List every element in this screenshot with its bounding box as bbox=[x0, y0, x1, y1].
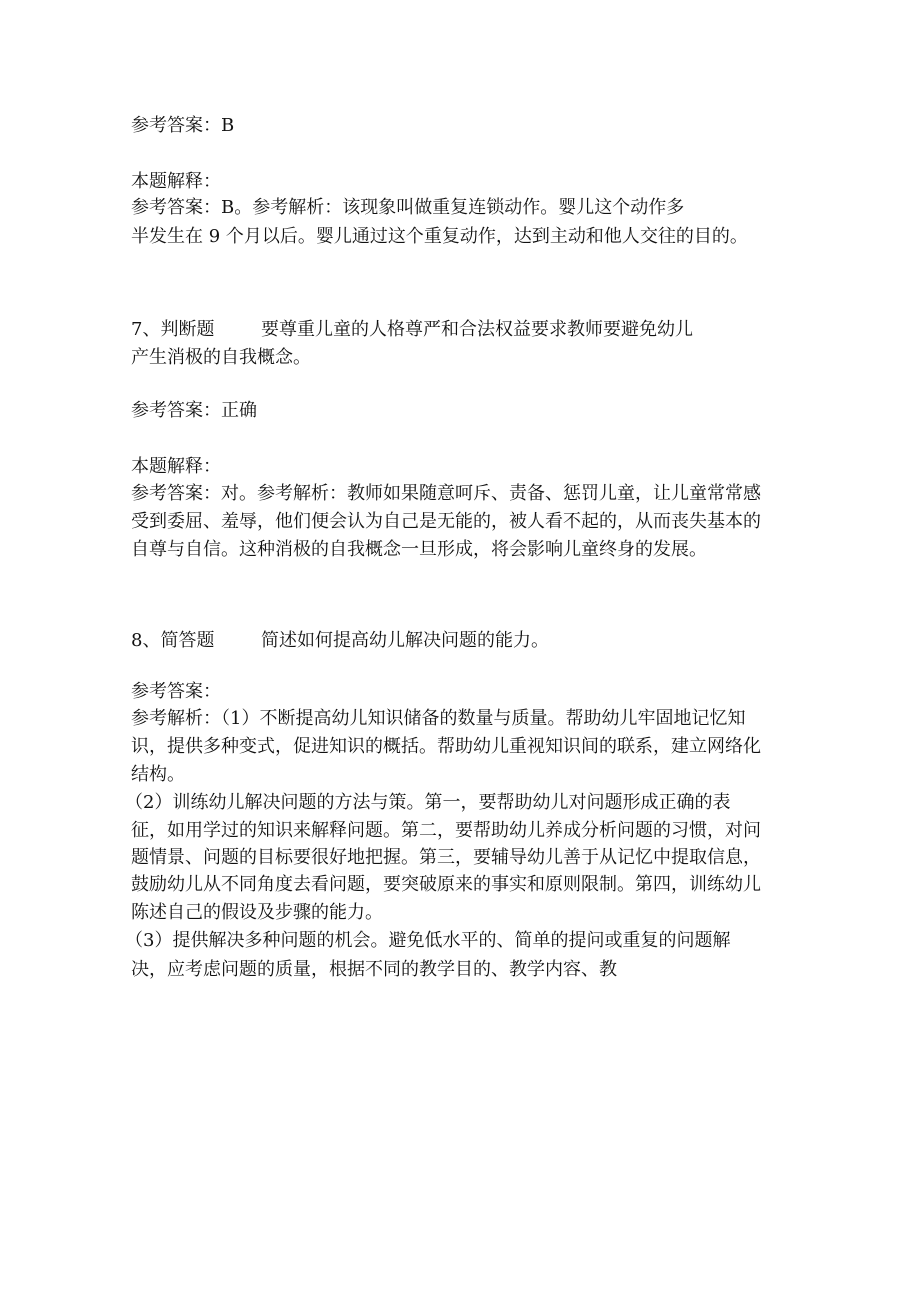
q8-stem-line bbox=[131, 628, 549, 654]
q8-number: 8、简答题 bbox=[131, 630, 215, 651]
q8-explain-line: 题情景、问题的目标要很好地把握。第三，要辅导幼儿善于从记忆中提取信息， bbox=[131, 847, 761, 868]
q7-explain-line: 自尊与自信。这种消极的自我概念一旦形成，将会影响儿童终身的发展。 bbox=[131, 539, 707, 560]
q8-answer-label: 参考答案： bbox=[131, 681, 221, 702]
q8-explain-line: 参考解析：（1）不断提高幼儿知识储备的数量与质量。帮助幼儿牢固地记忆知 bbox=[131, 708, 746, 729]
q8-stem-text: 简述如何提高幼儿解决问题的能力。 bbox=[261, 630, 549, 651]
q8-explain-line: 陈述自己的假设及步骤的能力。 bbox=[131, 902, 383, 923]
q6-explain-line: 半发生在 9 个月以后。婴儿通过这个重复动作，达到主动和他人交往的目的。 bbox=[131, 226, 748, 247]
q8-explain-line: 征，如用学过的知识来解释问题。第二，要帮助幼儿养成分析问题的习惯，对问 bbox=[131, 820, 761, 841]
q7-number: 7、判断题 bbox=[131, 319, 215, 340]
q7-explain-line: 参考答案：对。参考解析：教师如果随意呵斥、责备、惩罚儿童，让儿童常常感 bbox=[131, 483, 761, 504]
q7-explain-line: 受到委屈、羞辱，他们便会认为自己是无能的，被人看不起的，从而丧失基本的 bbox=[131, 511, 761, 532]
q6-explain-line: 参考答案：B。参考解析：该现象叫做重复连锁动作。婴儿这个动作多 bbox=[131, 197, 685, 218]
q6-explain-label: 本题解释： bbox=[131, 171, 221, 192]
q8-explain-line: 鼓励幼儿从不同角度去看问题，要突破原来的事实和原则限制。第四，训练幼儿 bbox=[131, 874, 761, 895]
q8-explain-line: 决，应考虑问题的质量，根据不同的教学目的、教学内容、教 bbox=[131, 959, 617, 980]
q7-answer: 参考答案：正确 bbox=[131, 400, 257, 421]
q8-explain-line: 结构。 bbox=[131, 764, 185, 785]
q8-explain-line: （2）训练幼儿解决问题的方法与策。第一，要帮助幼儿对问题形成正确的表 bbox=[125, 792, 731, 813]
q7-explain-label: 本题解释： bbox=[131, 456, 221, 477]
q7-stem-text: 要尊重儿童的人格尊严和合法权益要求教师要避免幼儿 bbox=[261, 319, 693, 340]
q8-explain-line: （3）提供解决多种问题的机会。避免低水平的、简单的提问或重复的问题解 bbox=[125, 930, 731, 951]
q7-stem-line bbox=[131, 317, 693, 343]
q6-answer: 参考答案：B bbox=[131, 115, 235, 136]
q8-explain-line: 识，提供多种变式，促进知识的概括。帮助幼儿重视知识间的联系，建立网络化 bbox=[131, 736, 761, 757]
q7-stem-continuation: 产生消极的自我概念。 bbox=[131, 347, 311, 368]
